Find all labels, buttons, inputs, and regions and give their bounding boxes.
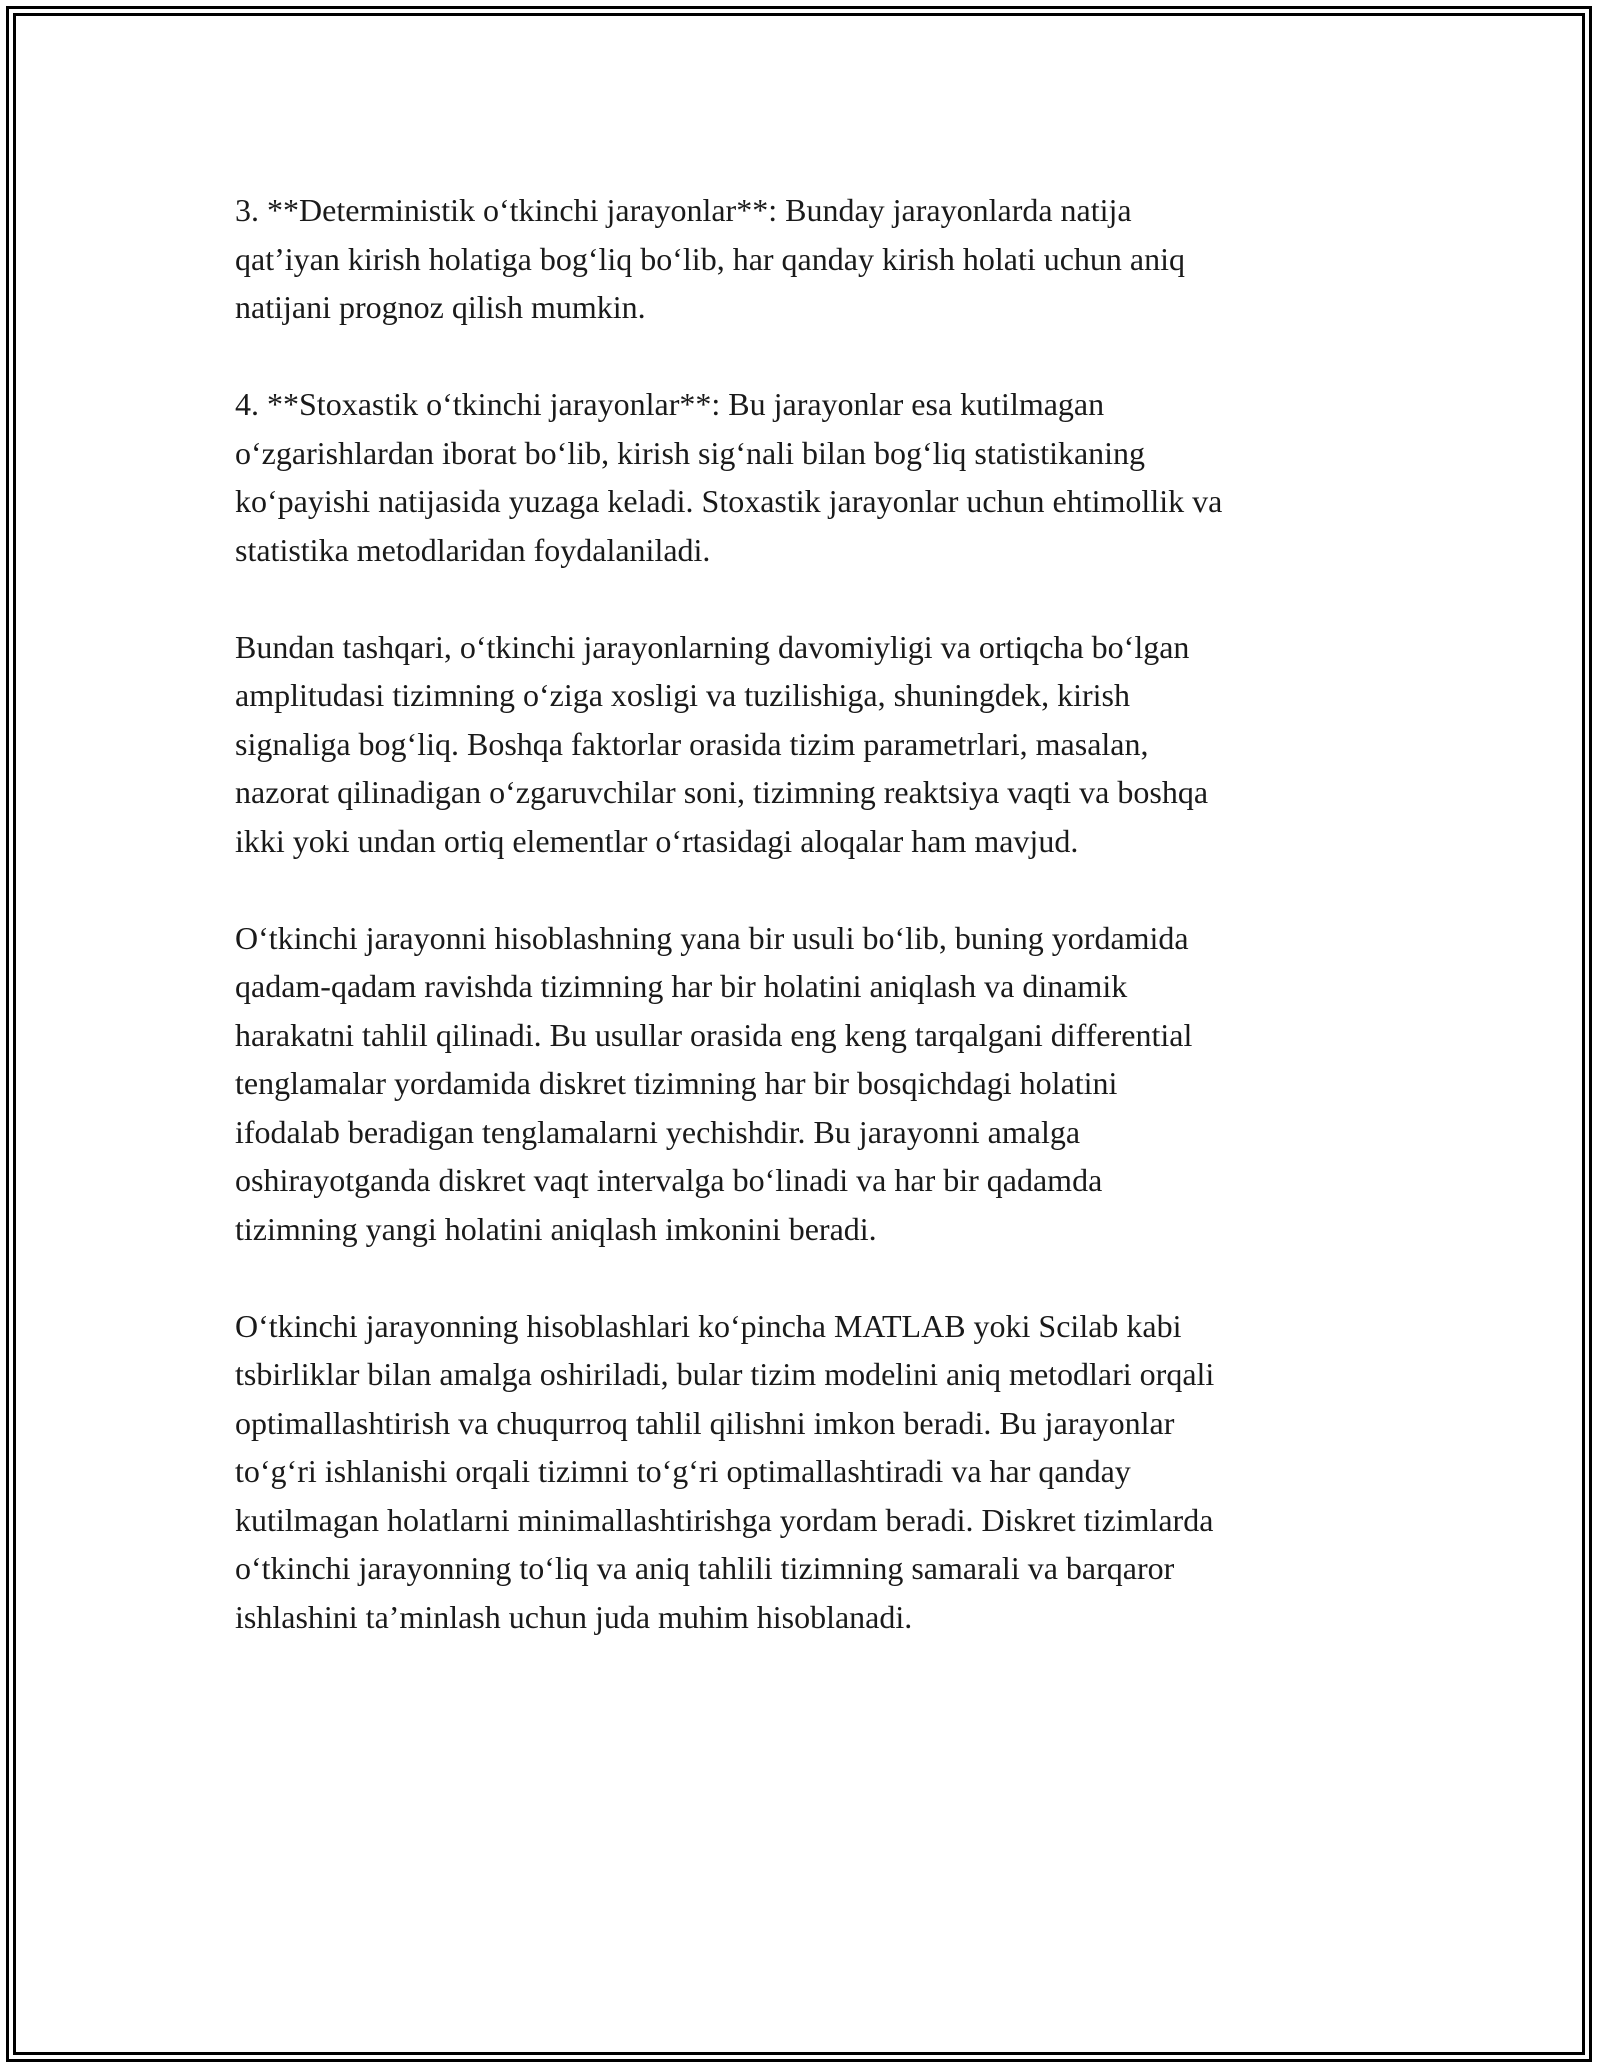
text-line: natijani prognoz qilish mumkin. xyxy=(235,289,646,325)
text-line: amplitudasi tizimning o‘ziga xosligi va tuzilishiga, shuningdek, kirish xyxy=(235,677,1130,713)
text-line: 4. **Stoxastik o‘tkinchi jarayonlar**: Bu jarayonlar esa kutilmagan xyxy=(235,386,1105,422)
paragraph-calculation-method xyxy=(235,914,1375,1254)
text-line: o‘zgarishlardan iborat bo‘lib, kirish sig‘nali bilan bog‘liq statistikaning xyxy=(235,434,1146,471)
text-line: statistika metodlaridan foydalaniladi. xyxy=(235,531,711,568)
text-line: Bundan tashqari, o‘tkinchi jarayonlarning davomiyligi va ortiqcha bo‘lgan xyxy=(235,628,1190,665)
text-line: o‘tkinchi jarayonning to‘liq va aniq tahlili tizimning samarali va barqaror xyxy=(235,1550,1175,1586)
text-line: tenglamalar yordamida diskret tizimning har bir bosqichdagi holatini xyxy=(235,1065,1118,1101)
text-line: signaliga bog‘liq. Boshqa faktorlar orasida tizim parametrlari, masalan, xyxy=(235,725,1149,762)
text-line: oshirayotganda diskret vaqt intervalga bo‘linadi va har bir qadamda xyxy=(235,1162,1103,1198)
text-line: ifodalab beradigan tenglamalarni yechishdir. Bu jarayonni amalga xyxy=(235,1113,1081,1150)
text-line: O‘tkinchi jarayonning hisoblashlari ko‘pincha MATLAB yoki Scilab kabi xyxy=(235,1307,1182,1344)
text-line: qadam-qadam ravishda tizimning har bir holatini aniqlash va dinamik xyxy=(235,968,1128,1004)
text-line: kutilmagan holatlarni minimallashtirishga yordam beradi. Diskret tizimlarda xyxy=(235,1501,1214,1538)
paragraph-software-tools xyxy=(235,1302,1375,1642)
text-line: ko‘payishi natijasida yuzaga keladi. Stoxastik jarayonlar uchun ehtimollik va xyxy=(235,483,1223,519)
text-line: tizimning yangi holatini aniqlash imkonini beradi. xyxy=(235,1210,877,1247)
text-line: to‘g‘ri ishlanishi orqali tizimni to‘g‘ri optimallashtiradi va har qanday xyxy=(235,1453,1131,1489)
text-line: nazorat qilinadigan o‘zgaruvchilar soni, tizimning reaktsiya vaqti va boshqa xyxy=(235,774,1209,810)
text-line: harakatni tahlil qilinadi. Bu usullar orasida eng keng tarqalgani differential xyxy=(235,1016,1193,1053)
text-line: ikki yoki undan ortiq elementlar o‘rtasidagi aloqalar ham mavjud. xyxy=(235,822,1079,859)
document-body xyxy=(235,186,1375,1690)
text-line: optimallashtirish va chuqurroq tahlil qilishni imkon beradi. Bu jarayonlar xyxy=(235,1404,1175,1441)
text-line: ishlashini ta’minlash uchun juda muhim hisoblanadi. xyxy=(235,1598,913,1635)
text-line: tsbirliklar bilan amalga oshiriladi, bular tizim modelini aniq metodlari orqali xyxy=(235,1356,1215,1392)
paragraph-stochastic xyxy=(235,380,1375,574)
text-line: O‘tkinchi jarayonni hisoblashning yana bir usuli bo‘lib, buning yordamida xyxy=(235,919,1189,956)
text-line: 3. **Deterministik o‘tkinchi jarayonlar**: Bunday jarayonlarda natija xyxy=(235,192,1132,228)
paragraph-deterministic xyxy=(235,186,1375,332)
paragraph-factors xyxy=(235,623,1375,866)
text-line: qat’iyan kirish holatiga bog‘liq bo‘lib, har qanday kirish holati uchun aniq xyxy=(235,240,1186,277)
